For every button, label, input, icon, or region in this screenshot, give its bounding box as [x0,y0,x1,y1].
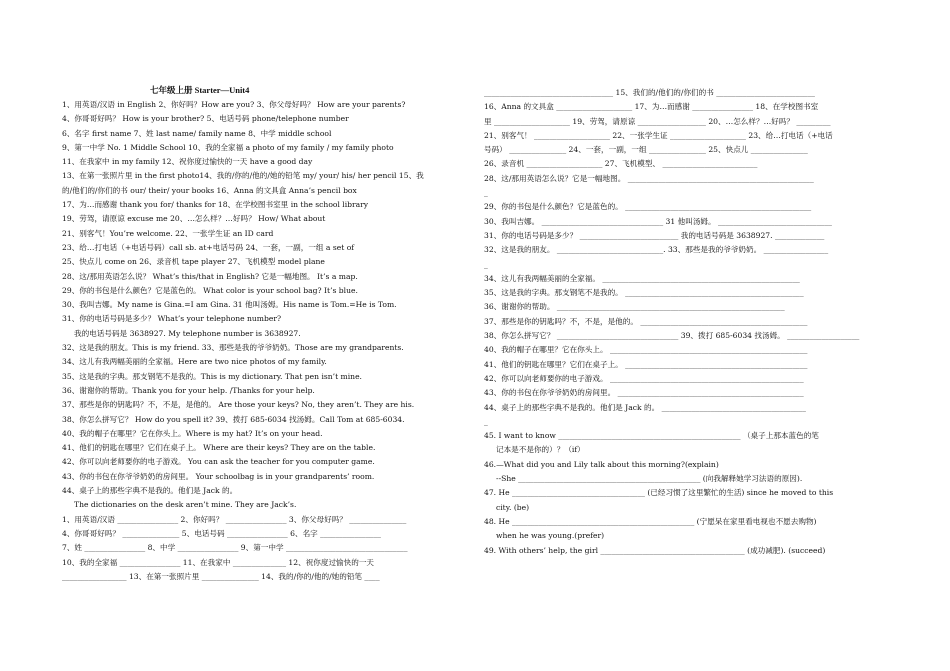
right-line: 49. With others’ help, the girl ______________________________________ (成功减肥). (succeed) [484,545,826,555]
left-line: 36、谢谢你的帮助。Thank you for your help. /Thanks for your help. [62,385,315,395]
right-line: 28、这/那用英语怎么说？它是一幅地图。 _________________________________________________ [484,173,814,183]
right-line: 45. I want to know ________________________________________________ （桌子上那本蓝色的笔 [484,431,819,441]
right-line: 36、谢谢你的帮助。 ____________________________________________________________ [484,302,785,312]
left-line: 7、姓 ________________ 8、中学 ________________ 9、第一中学 ________________________________ [62,543,408,553]
left-line: The dictionaries on the desk aren’t mine. They are Jack’s. [74,500,297,510]
right-line: 34、这儿有我两幅美丽的全家福。 ____________________________________________________ [484,273,800,283]
right-line: 32、这是我的朋友。 ____________________________. 33、那些是我的爷爷奶奶。 _________________ [484,245,829,255]
right-line: 里 ____________________ 19、劳驾，请原谅 __________________ 20、…怎么样？…好吗？ _________ [484,116,831,126]
left-line: 43、你的书包在你爷爷奶奶的房间里。 Your schoolbag is in your grandparents’ room. [62,471,375,481]
left-lines [62,98,472,584]
left-line: 23、给…打电话（+电话号码）call sb. at+电话号码 24、一套，一副，一组 a set of [62,242,355,252]
left-line: 9、第一中学 No. 1 Middle School 10、我的全家福 a photo of my family / my family photo [62,142,394,152]
left-line: 21、别客气！You’re welcome. 22、一张学生证 an ID card [62,228,274,238]
left-line: 的/他们的/你们的书 our/ their/ your books 16、Anna 的文具盒 Anna’s pencil box [62,185,357,195]
left-line: 13、在第一张照片里 in the first photo14、我的/你的/他的/她的铅笔 my/ your/ his/ her pencil 15、我 [62,171,424,181]
left-line: 10、我的全家福 ________________ 11、在我家中 ______________ 12、祝你度过愉快的一天 [62,557,375,567]
left-line: 11、在我家中 in my family 12、祝你度过愉快的一天 have a good day [62,157,313,167]
right-line: --She ________________________________________________ (向我解释她学习法语的原因). [496,474,803,484]
left-line: 32、这是我的朋友。This is my friend. 33、那些是我的爷爷奶奶。Those are my grandparents. [62,343,404,353]
right-line: _ [484,259,488,269]
right-line: 16、Anna 的文具盒 ____________________ 17、为…而感谢 ________________ 18、在学校图书室 [484,102,819,112]
left-line: 37、那些是你的钥匙吗？不，不是，是他的。 Are those your keys? No, they aren’t. They are his. [62,400,415,410]
right-line: 37、那些是你的钥匙吗？不，不是，是他的。 ____________________________________________ [484,316,808,326]
left-line: 42、你可以向老师要你的电子游戏。 You can ask the teacher for you computer game. [62,457,375,467]
right-line: 47. He ___________________________________ (已经习惯了这里繁忙的生活) since he moved to this [484,488,834,498]
worksheet-title: 七年级上册 Starter—Unit4 [150,85,250,95]
right-line: 44、桌子上的那些字典不是我的。他们是 Jack 的。 ______________________________________ [484,402,806,412]
left-line: 44、桌子上的那些字典不是我的。他们是 Jack 的。 [62,486,238,496]
left-line: 38、你怎么拼写它？ How do you spell it? 39、拨打 685-6034 找汤姆。Call Tom at 685-6034. [62,414,405,424]
right-line: 记本是不是你的）？（if） [496,445,585,455]
left-line: _________________ 13、在第一张照片里 _______________ 14、我的/你的/他的/她的铅笔 ____ [62,571,380,581]
right-line: 31、你的电话号码是多少？ __________________________ 我的电话号码是 3638927. _____________ [484,230,825,240]
right-line: when he was young.(prefer) [496,531,605,541]
right-line: 46.—What did you and Lily talk about this morning?(explain) [484,459,719,469]
left-line: 25、快点儿 come on 26、录音机 tape player 27、飞机模型 model plane [62,257,325,267]
right-line: 42、你可以向老师要你的电子游戏。 ___________________________________________________ [484,373,804,383]
left-line: 29、你的书包是什么颜色？它是蓝色的。 What color is your school bag? It’s blue. [62,285,358,295]
right-line: 48. He ________________________________________________ (宁愿呆在家里看电视也不愿去购物) [484,516,817,526]
left-line: 4、你哥哥好吗？ _______________ 5、电话号码 ________________ 6、名字 ________________ [62,528,381,538]
right-line: 21、别客气！ ____________________ 22、一张学生证 ____________________ 23、给…打电话（+电话 [484,130,833,140]
right-line: _ [484,188,488,198]
left-line: 31、你的电话号码是多少？ What’s your telephone number? [62,314,282,324]
left-line: 19、劳驾，请原谅 excuse me 20、…怎么样？…好吗？ How/ What about [62,214,326,224]
left-line: 1、用英语/汉语 in English 2、你好吗？How are you? 3、你父母好吗？ How are your parents? [62,100,406,109]
right-line: 41、他们的钥匙在哪里？它们在桌子上。 ________________________________________________ [484,359,808,369]
left-line: 28、这/那用英语怎么说？ What’s this/that in English? 它是一幅地图。 It’s a map. [62,271,358,281]
left-line: 40、我的帽子在哪里？它在你头上。Where is my hat? It’s on your head. [62,428,323,438]
right-line: city. (be) [496,502,530,512]
left-line: 4、你哥哥好吗？ How is your brother? 5、电话号码 phone/telephone number [62,114,349,124]
right-line: _ [484,416,488,426]
left-line: 34、这儿有我两幅美丽的全家福。Here are two nice photos of my family. [62,357,327,367]
left-line: 17、为…而感谢 thank you for/ thanks for 18、在学校图书室里 in the school library [62,200,369,210]
right-line: 26、录音机 ____________________ 27、飞机模型、 _________________________ [484,159,758,169]
left-line: 30、我叫吉娜。My name is Gina.=I am Gina. 31 他叫汤姆。His name is Tom.=He is Tom. [62,300,397,310]
left-line: 1、用英语/汉语 ________________ 2、你好吗？ ________________ 3、你父母好吗？ _______________ [62,514,407,524]
right-line: 43、你的书包在你爷爷奶奶的房间里。 _________________________________________________ [484,388,804,398]
right-line: __________________________________ 15、我们的/他们的/你们的书 __________________________ [484,88,815,97]
left-line: 41、他们的钥匙在哪里？它们在桌子上。 Where are their keys? They are on the table. [62,443,376,453]
left-line: 我的电话号码是 3638927. My telephone number is 3638927. [74,328,301,338]
left-line: 6、名字 first name 7、姓 last name/ family name 8、中学 middle school [62,128,332,138]
left-line: 35、这是我的字典。那支钢笔不是我的。This is my dictionary. That pen isn’t mine. [62,371,362,381]
right-lines [484,86,890,558]
right-line: 号码） _______________ 24、一套，一副，一组 _______________ 25、快点儿 _______________ [484,145,808,155]
right-line: 30、我叫吉娜。 ________________________________ 31 他叫汤姆。 ______________________________ [484,216,832,226]
right-line: 38、你怎么拼写它？ ________________________________ 39、拨打 685-6034 找汤姆。 ___________________ [484,331,860,341]
right-line: 35、这是我的字典。那支钢笔不是我的。 _______________________________________________ [484,288,804,298]
right-line: 40、我的帽子在哪里？它在你头上。 ____________________________________________________ [484,345,808,355]
right-line: 29、你的书包是什么颜色？它是蓝色的。 _________________________________________________ [484,202,812,212]
